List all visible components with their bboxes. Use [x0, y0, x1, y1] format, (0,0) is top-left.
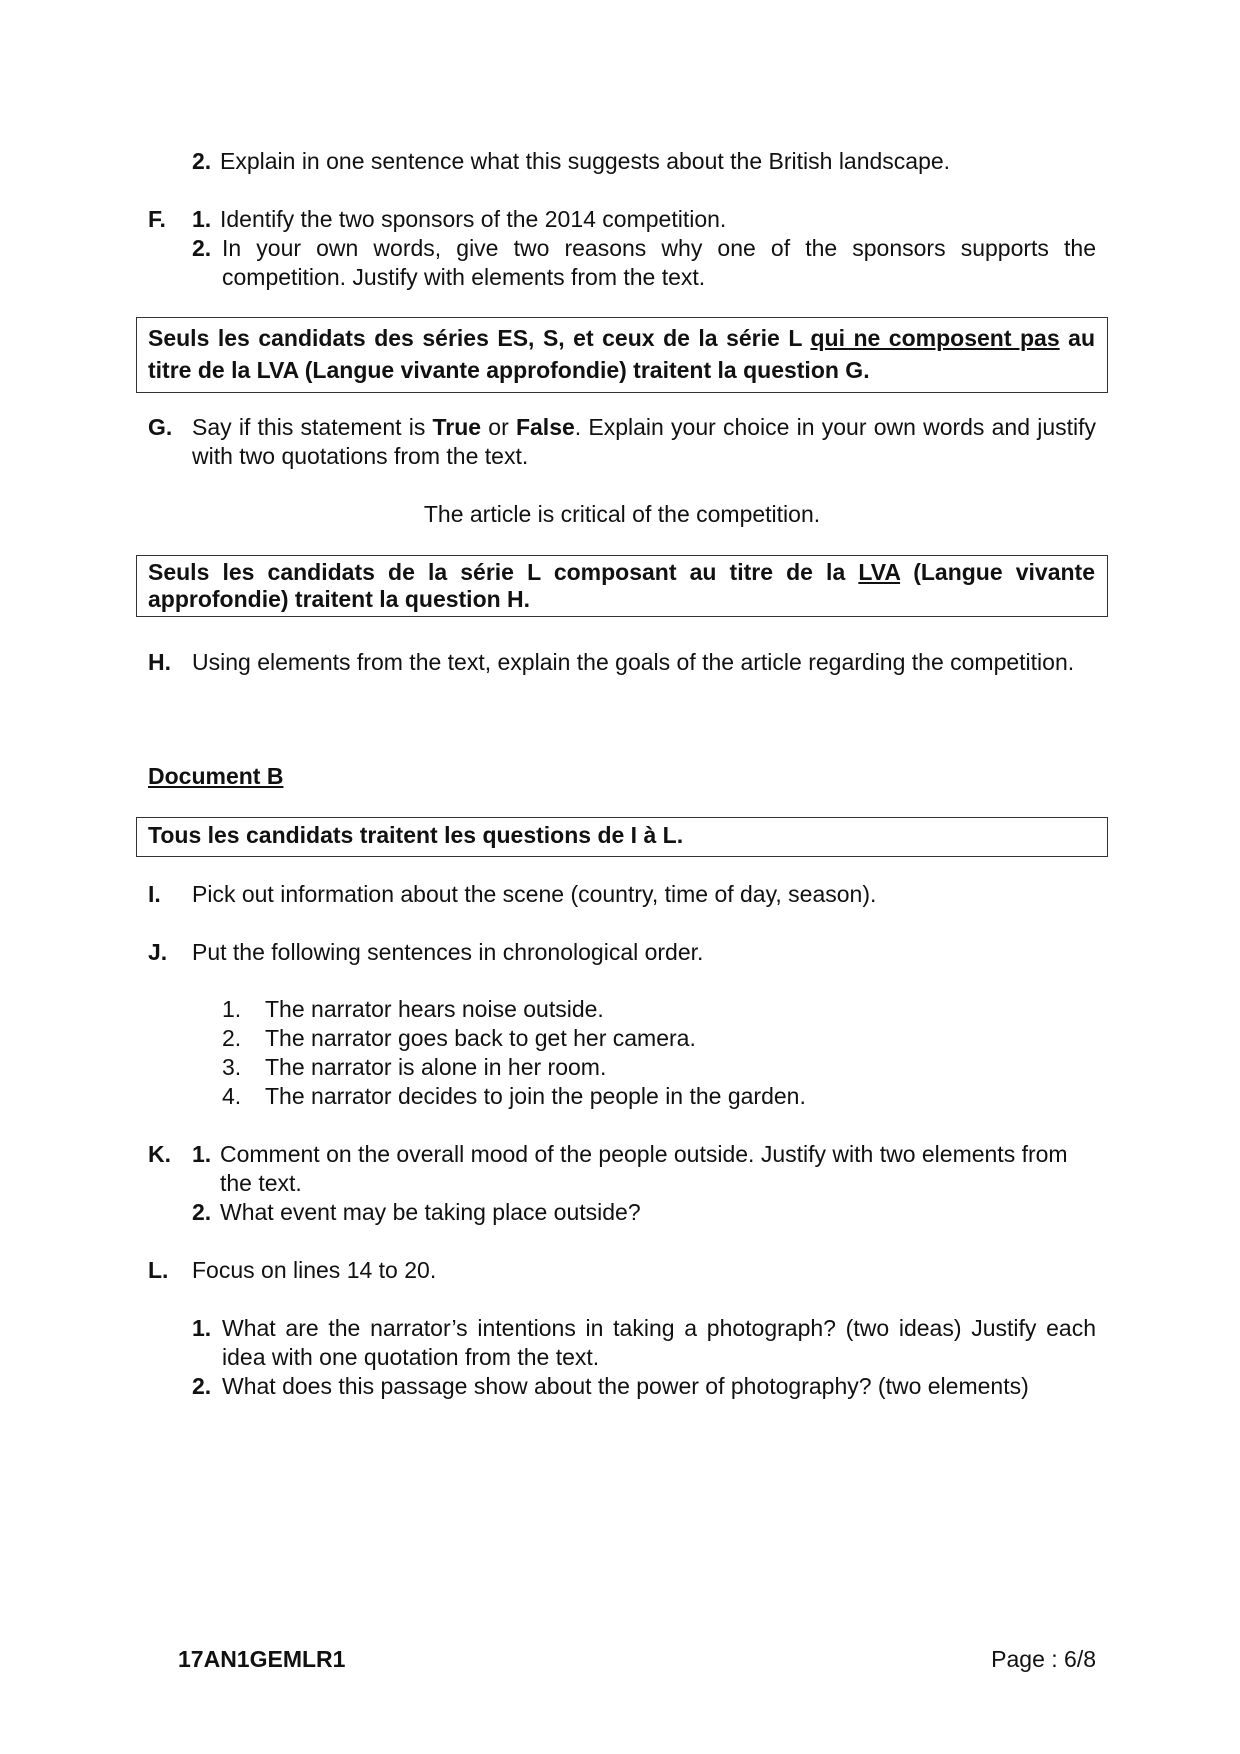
question-j-list-item-2: The narrator goes back to get her camera.: [265, 1025, 696, 1051]
question-j-list-item-4: The narrator decides to join the people in the garden.: [265, 1083, 806, 1109]
question-g-false: False: [515, 414, 575, 440]
question-g-letter: G.: [148, 414, 173, 440]
question-f-letter: F.: [148, 206, 166, 232]
question-e2-text: Explain in one sentence what this suggests about the British landscape.: [220, 148, 951, 174]
question-l2-number: 2.: [192, 1373, 212, 1399]
question-g-intro: Say if this statement is: [192, 414, 433, 440]
question-l2-text: What does this passage show about the power of photography? (two elements): [222, 1373, 1029, 1399]
instruction-box-i: [136, 817, 1108, 857]
question-l-letter: L.: [148, 1257, 169, 1283]
question-g-text: [192, 413, 1096, 471]
instruction-box-g-underlined: qui ne composent pas: [810, 325, 1060, 351]
instruction-box-g: [136, 317, 1108, 393]
question-l1-number: 1.: [192, 1315, 212, 1341]
instruction-box-i-text: Tous les candidats traitent les questions de I à L.: [148, 822, 684, 848]
question-f2-text: In your own words, give two reasons why one of the sponsors supports the competition. Justify with elements from the text.: [222, 235, 1096, 290]
question-k-letter: K.: [148, 1141, 171, 1167]
question-k1-number: 1.: [192, 1141, 212, 1167]
question-g-statement: The article is critical of the competition.: [423, 501, 821, 527]
question-l-text: Focus on lines 14 to 20.: [192, 1257, 437, 1283]
question-j-letter: J.: [148, 939, 168, 965]
question-i-letter: I.: [148, 881, 161, 907]
question-j-list-num-2: 2.: [222, 1025, 242, 1051]
question-j-list-num-3: 3.: [222, 1054, 242, 1080]
instruction-box-h: [136, 555, 1108, 617]
question-j-list-num-4: 4.: [222, 1083, 242, 1109]
question-h-letter: H.: [148, 649, 171, 675]
question-i-text: Pick out information about the scene (country, time of day, season).: [192, 881, 877, 907]
question-g-or: or: [481, 414, 516, 440]
question-j-text: Put the following sentences in chronological order.: [192, 939, 704, 965]
footer-page-number: Page : 6/8: [991, 1646, 1096, 1672]
instruction-box-h-underlined: LVA: [858, 559, 901, 585]
question-g-true: True: [432, 414, 482, 440]
question-f1-text: Identify the two sponsors of the 2014 competition.: [220, 206, 727, 232]
question-h-text: Using elements from the text, explain the goals of the article regarding the competition.: [192, 649, 1075, 675]
instruction-box-g-text-1: Seuls les candidats des séries ES, S, et ceux de la série L: [148, 325, 811, 351]
question-k1-text: Comment on the overall mood of the people outside. Justify with two elements from the text.: [220, 1141, 1068, 1196]
footer-exam-code: 17AN1GEMLR1: [178, 1646, 346, 1672]
instruction-box-h-text-2: (Langue vivante approfondie) traitent la question H.: [148, 559, 1096, 612]
question-g-rest: . Explain your choice in your own words and justify with two quotations from the text.: [192, 414, 1097, 469]
question-j-list-num-1: 1.: [222, 996, 242, 1022]
question-f2-number: 2.: [192, 235, 212, 261]
question-l1-text: What are the narrator’s intentions in taking a photograph? (two ideas) Justify each idea with one quotation from the text.: [222, 1315, 1096, 1370]
question-j-list-item-1: The narrator hears noise outside.: [265, 996, 604, 1022]
question-k2-text: What event may be taking place outside?: [220, 1199, 641, 1225]
question-e2-number: 2.: [192, 148, 212, 174]
instruction-box-h-text-1: Seuls les candidats de la série L composant au titre de la: [148, 559, 859, 585]
question-k2-number: 2.: [192, 1199, 212, 1225]
question-j-list-item-3: The narrator is alone in her room.: [265, 1054, 607, 1080]
question-f1-number: 1.: [192, 206, 212, 232]
document-b-heading: Document B: [148, 763, 284, 789]
instruction-box-g-text-2: au titre de la LVA (Langue vivante approfondie) traitent la question G.: [148, 325, 1095, 383]
